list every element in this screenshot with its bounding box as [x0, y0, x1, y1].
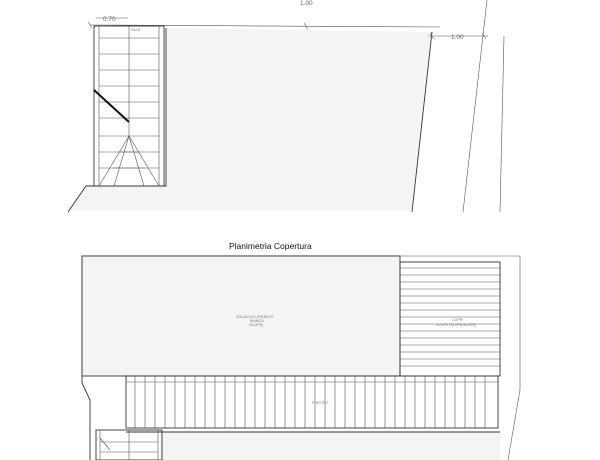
floor-area: [68, 28, 432, 210]
roof-tiles-horizontal: [400, 262, 500, 376]
floor-outline: [68, 28, 166, 212]
outer-right-line-1: [463, 0, 487, 212]
slab-label-2: BIANCO: [250, 319, 264, 323]
roof-tiles-label-1: COPPI: [452, 318, 464, 322]
portico-roof: [126, 376, 498, 428]
lower-staircase: [96, 430, 162, 460]
lower-floor-area: [160, 432, 500, 460]
roof-outline-far-right: [508, 256, 520, 460]
dimension-top-label: 1.00: [300, 0, 313, 7]
slab-label-1: SOLAIO IN LATERIZIO: [236, 315, 274, 319]
upper-floor-plan: [68, 0, 504, 212]
roof-plan: [82, 241, 520, 460]
slab-label-3: (SLOPE): [249, 323, 264, 327]
roof-plan-title: Planimetria Copertura: [229, 241, 312, 251]
roof-tiles-label-2: SLOPE (SLOPE/SLOPE): [436, 323, 477, 327]
dimension-right-label: 1.00: [451, 34, 464, 41]
stair-tag: SALE: [131, 28, 141, 32]
portico-label: PORTICO: [312, 401, 329, 405]
staircase: [94, 26, 164, 186]
outer-right-line-2: [500, 36, 504, 212]
dimension-stair-label: 0.70: [103, 16, 116, 23]
